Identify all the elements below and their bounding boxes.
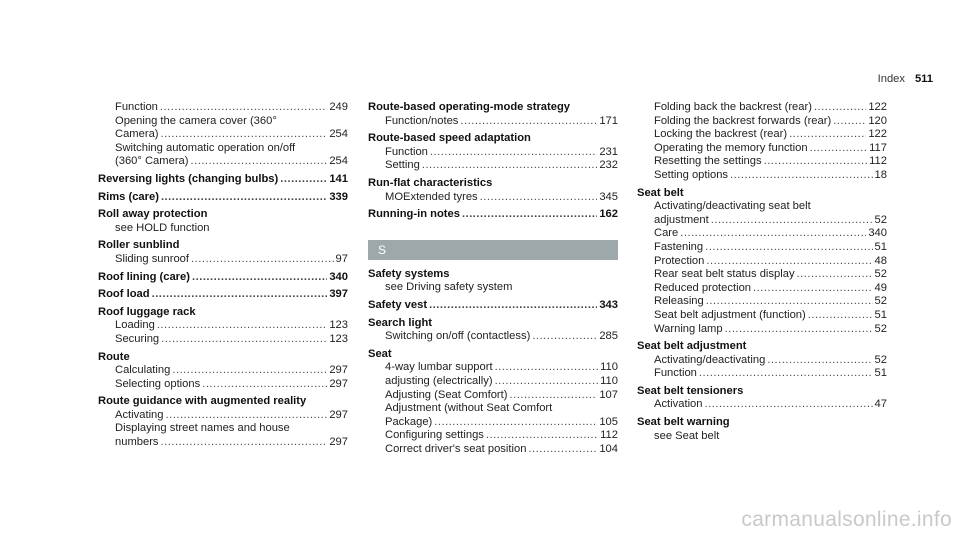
entry-text: Function [385,145,428,158]
page-reference[interactable]: 18 [874,168,887,181]
index-subentry[interactable] [637,214,887,228]
index-column-2 [368,101,618,456]
page-reference[interactable]: 52 [874,295,887,308]
entry-text: Resetting the settings [654,155,762,168]
entry-text: MOExtended tyres [385,190,478,203]
entry-text: Switching automatic operation on/off [115,141,296,154]
entry-text: Rims (care) [98,190,159,203]
index-label: Index [877,73,905,85]
dot-leader [191,155,328,169]
page-reference[interactable]: 171 [599,114,618,127]
page-reference[interactable]: 123 [329,319,348,332]
index-subentry[interactable] [98,333,348,347]
entry-text: Safety vest [368,298,428,311]
index-subentry [368,402,618,416]
page-reference[interactable]: 51 [874,240,887,253]
index-subentry[interactable] [637,268,887,282]
entry-text: Selecting options [115,377,201,390]
index-heading [637,340,887,354]
dot-leader [430,146,597,160]
entry-text: adjusting (electrically) [385,374,493,387]
index-subentry[interactable] [98,364,348,378]
entry-text: Folding back the backrest (rear) [654,101,812,113]
dot-leader [161,333,327,347]
entry-text: Package) [385,415,433,428]
page-reference[interactable]: 110 [600,374,618,387]
dot-leader [202,378,327,392]
index-subentry[interactable] [637,155,887,169]
page-reference[interactable]: 343 [599,298,618,311]
dot-leader [495,361,599,375]
page-reference[interactable]: 141 [329,172,348,185]
page-reference[interactable]: 297 [329,436,348,449]
dot-leader [767,354,872,368]
index-subentry[interactable] [368,115,618,129]
index-subentry[interactable] [368,416,618,430]
entry-text: Seat belt [637,186,684,199]
index-heading [368,132,618,146]
entry-text: Seat belt adjustment [637,340,747,353]
entry-text: Camera) [115,128,159,141]
dot-leader [172,364,327,378]
index-heading [368,268,618,282]
index-heading [368,177,618,191]
dot-leader [161,436,328,450]
index-column-3 [637,101,887,443]
index-subentry[interactable] [98,155,348,169]
page-reference[interactable]: 339 [329,190,348,203]
dot-leader [152,288,328,302]
page-reference[interactable]: 51 [874,367,887,380]
dot-leader [480,191,598,205]
entry-text: Seat [368,347,392,360]
page-reference[interactable]: 122 [868,101,887,113]
dot-leader [160,101,327,115]
index-subentry[interactable] [98,436,348,450]
index-heading [98,306,348,320]
index-heading[interactable] [368,299,618,313]
page-reference[interactable]: 52 [874,353,887,366]
entry-text: Setting options [654,168,729,181]
dot-leader [680,227,866,241]
page-reference[interactable]: 254 [329,155,348,168]
index-subentry[interactable] [637,323,887,337]
entry-text: Warning lamp [654,322,723,335]
entry-text: Releasing [654,295,704,308]
index-subentry [637,430,887,444]
entry-text: Sliding sunroof [115,252,190,265]
entry-text: Seat belt adjustment (function) [654,308,806,321]
index-heading [637,416,887,430]
page-reference[interactable]: 105 [599,415,618,428]
index-subentry[interactable] [98,378,348,392]
index-heading [368,101,618,115]
entry-text: Reduced protection [654,281,752,294]
index-heading [98,351,348,365]
page-reference[interactable]: 48 [874,254,887,267]
index-subentry [637,200,887,214]
entry-text: Route guidance with augmented reality [98,395,307,408]
entry-text: Safety systems [368,267,450,280]
dot-leader [532,330,597,344]
page-reference[interactable]: 122 [868,128,887,141]
dot-leader [495,375,599,389]
page-reference[interactable]: 249 [329,101,348,113]
index-subentry[interactable] [637,101,887,115]
dot-leader [833,115,866,129]
index-column-1 [98,101,348,450]
entry-text: Activating/deactivating [654,353,766,366]
entry-text: see Driving safety system [385,281,513,294]
page-reference[interactable]: 340 [329,270,348,283]
dot-leader [725,323,873,337]
entry-text: Roof luggage rack [98,305,196,318]
index-subentry[interactable] [637,295,887,309]
index-subentry [98,115,348,129]
page-reference[interactable]: 47 [874,398,887,411]
entry-text: Route-based speed adaptation [368,132,531,145]
entry-text: Locking the backrest (rear) [654,128,788,141]
index-subentry[interactable] [637,115,887,129]
entry-text: Route-based operating-mode strategy [368,101,571,113]
entry-text: Running-in notes [368,208,460,221]
entry-text: Securing [115,332,160,345]
index-subentry[interactable] [368,361,618,375]
index-subentry[interactable] [98,101,348,115]
page-reference[interactable]: 397 [329,288,348,301]
dot-leader [280,173,327,187]
page-reference[interactable]: 297 [329,364,348,377]
entry-text: Function [115,101,158,113]
entry-text: Roof load [98,288,150,301]
entry-text: Rear seat belt status display [654,268,795,281]
entry-text: Function/notes [385,114,459,127]
dot-leader [810,142,868,156]
index-subentry[interactable] [637,142,887,156]
index-subentry [98,422,348,436]
entry-text: Correct driver's seat position [385,442,527,455]
index-subentry[interactable] [637,367,887,381]
entry-text: Adjusting (Seat Comfort) [385,388,508,401]
dot-leader [711,214,873,228]
index-subentry [368,281,618,295]
dot-leader [705,241,872,255]
page-reference[interactable]: 51 [874,308,887,321]
entry-text: Care [654,227,679,240]
index-heading [368,348,618,362]
index-subentry[interactable] [368,389,618,403]
page-reference[interactable]: 104 [599,442,618,455]
page-reference[interactable]: 120 [868,114,887,127]
page-reference[interactable]: 110 [600,361,618,374]
dot-leader [699,367,873,381]
index-heading[interactable] [98,173,348,187]
index-heading[interactable] [98,271,348,285]
index-subentry[interactable] [637,309,887,323]
dot-leader [157,319,328,333]
index-subentry[interactable] [368,330,618,344]
dot-leader [429,299,597,313]
index-subentry[interactable] [98,409,348,423]
page-reference[interactable]: 231 [599,145,618,158]
entry-text: Function [654,367,697,380]
page-reference[interactable]: 112 [869,155,887,168]
entry-text: Seat belt warning [637,416,730,429]
page-reference[interactable]: 49 [874,281,887,294]
index-subentry[interactable] [637,354,887,368]
page-reference[interactable]: 97 [335,252,348,265]
entry-text: Roof lining (care) [98,270,190,283]
index-heading[interactable] [98,191,348,205]
entry-text: Roll away protection [98,208,208,221]
page-reference[interactable]: 52 [874,322,887,335]
index-subentry[interactable] [637,169,887,183]
entry-text: Activating [115,408,164,421]
dot-leader [808,309,873,323]
index-subentry[interactable] [368,429,618,443]
entry-text: Activation [654,398,703,411]
entry-text: Loading [115,319,155,332]
index-subentry[interactable] [637,398,887,412]
index-subentry[interactable] [368,146,618,160]
entry-text: Reversing lights (changing bulbs) [98,172,279,185]
dot-leader [460,115,597,129]
index-subentry[interactable] [637,241,887,255]
dot-leader [753,282,873,296]
index-heading [98,395,348,409]
page-reference[interactable]: 117 [869,141,887,154]
dot-leader [422,159,597,173]
entry-text: adjustment [654,213,709,226]
index-subentry[interactable] [368,375,618,389]
dot-leader [434,416,597,430]
entry-text: Seat belt tensioners [637,384,744,397]
entry-text: (360° Camera) [115,155,189,168]
entry-text: see HOLD function [115,221,210,234]
index-heading[interactable] [98,288,348,302]
dot-leader [814,101,866,115]
dot-leader [462,208,597,222]
entry-text: Opening the camera cover (360° [115,114,277,127]
entry-text: Search light [368,316,433,329]
index-subentry[interactable] [637,255,887,269]
dot-leader [764,155,868,169]
section-letter-band: S [368,240,618,260]
entry-text: Fastening [654,240,704,253]
index-heading[interactable] [368,208,618,222]
entry-text: 4-way lumbar support [385,361,493,374]
dot-leader [528,443,597,457]
page-number: 511 [914,73,933,85]
page-reference[interactable]: 254 [329,128,348,141]
dot-leader [161,128,328,142]
page-reference[interactable]: 285 [599,330,618,343]
dot-leader [706,295,873,309]
dot-leader [191,253,334,267]
index-subentry[interactable] [98,128,348,142]
page-reference[interactable]: 107 [599,388,618,401]
dot-leader [705,398,873,412]
dot-leader [166,409,328,423]
dot-leader [789,128,866,142]
dot-leader [161,191,327,205]
entry-text: Run-flat characteristics [368,176,493,189]
entry-text: Activating/deactivating seat belt [654,200,811,213]
page-reference[interactable]: 123 [329,332,348,345]
index-heading [368,317,618,331]
page-header [838,73,933,87]
page-reference[interactable]: 297 [329,408,348,421]
index-subentry [98,222,348,236]
entry-text: numbers [115,436,159,449]
index-heading [98,208,348,222]
watermark: carmanualsonline.info [741,508,952,532]
entry-text: Folding the backrest forwards (rear) [654,114,832,127]
entry-text: see Seat belt [654,429,720,442]
index-subentry[interactable] [368,443,618,457]
dot-leader [706,255,872,269]
entry-text: Route [98,350,130,363]
page-reference[interactable]: 52 [874,268,887,281]
page-reference[interactable]: 232 [599,159,618,172]
entry-text: Protection [654,254,705,267]
index-heading [637,385,887,399]
index-subentry[interactable] [637,128,887,142]
dot-leader [797,268,873,282]
index-heading [98,239,348,253]
dot-leader [192,271,327,285]
page-reference[interactable]: 162 [599,208,618,221]
index-subentry[interactable] [98,319,348,333]
entry-text: Switching on/off (contactless) [385,330,531,343]
entry-text: Displaying street names and house [115,422,290,435]
entry-text: Configuring settings [385,429,484,442]
page-reference[interactable]: 345 [599,190,618,203]
entry-text: Adjustment (without Seat Comfort [385,402,553,415]
entry-text: Setting [385,159,420,172]
index-subentry [98,142,348,156]
dot-leader [486,429,598,443]
index-subentry[interactable] [368,159,618,173]
index-subentry[interactable] [637,227,887,241]
entry-text: Operating the memory function [654,141,808,154]
page-reference[interactable]: 112 [600,429,618,442]
index-heading [637,187,887,201]
index-subentry[interactable] [368,191,618,205]
page-reference[interactable]: 340 [868,227,887,240]
dot-leader [510,389,598,403]
index-subentry[interactable] [637,282,887,296]
index-subentry[interactable] [98,253,348,267]
entry-text: Roller sunblind [98,239,180,252]
entry-text: Calculating [115,364,171,377]
dot-leader [730,169,873,183]
page-reference[interactable]: 297 [329,377,348,390]
page-reference[interactable]: 52 [874,213,887,226]
